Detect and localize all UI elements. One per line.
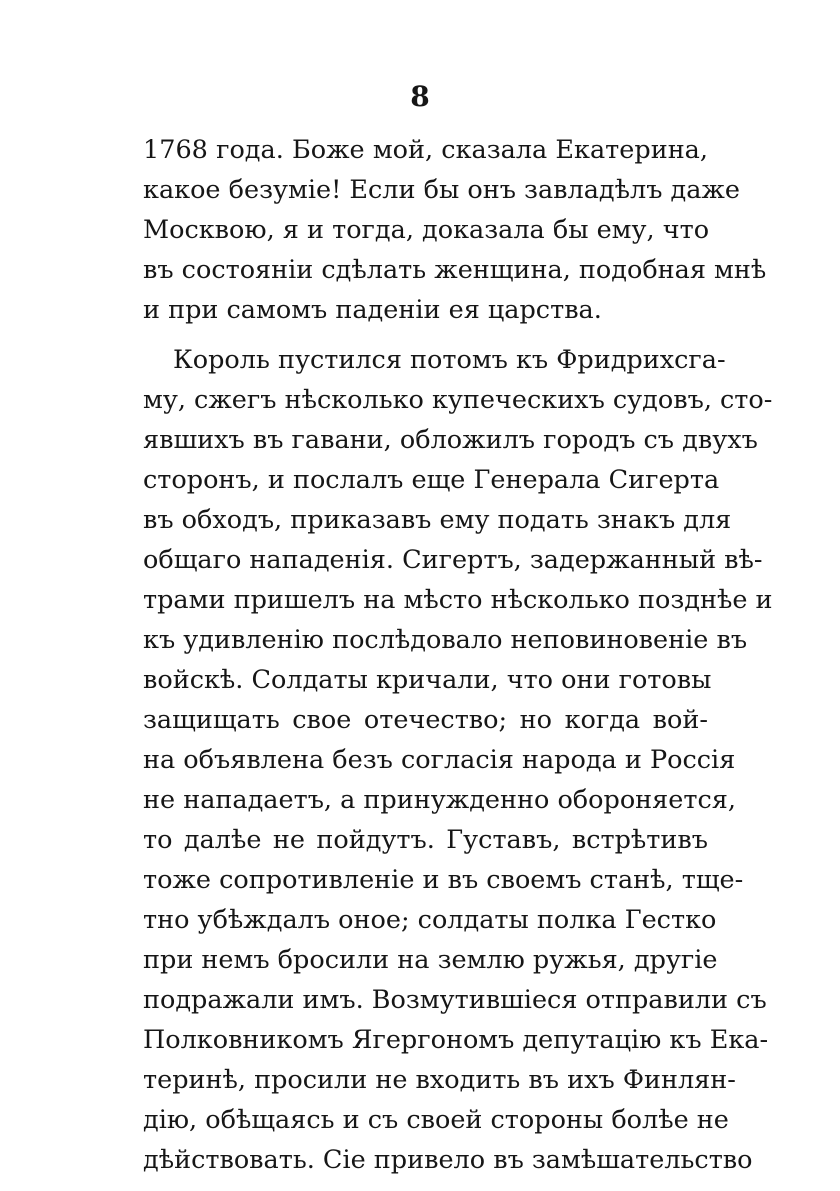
page-number: 8 — [410, 80, 430, 113]
text-line: не нападаетъ, а принужденно обороняется, — [143, 785, 736, 815]
text-line: дію, обѣщаясь и съ своей стороны болѣе не — [143, 1105, 729, 1135]
text-line: тоже сопротивленіе и въ своемъ станѣ, тще- — [143, 865, 744, 895]
text-line: дѣйствовать. Сіе привело въ замѣшательство — [143, 1145, 753, 1175]
text-line: му, сжегъ нѣсколько купеческихъ судовъ, сто- — [143, 385, 773, 415]
text-line: теринѣ, просили не входить въ ихъ Финлян- — [143, 1065, 736, 1095]
text-line: то далѣе не пойдутъ. Густавъ, встрѣтивъ — [143, 825, 708, 855]
text-line: и при самомъ паденіи ея царства. — [143, 295, 602, 325]
text-line: общаго нападенія. Сигертъ, задержанный вѣ- — [143, 545, 763, 575]
text-line: войскѣ. Солдаты кричали, что они готовы — [143, 665, 712, 695]
text-line: 1768 года. Боже мой, сказала Екатерина, — [143, 135, 708, 165]
paragraph-gap — [143, 330, 708, 340]
text-line: Король пустился потомъ къ Фридрихсга- — [173, 345, 726, 375]
text-line: какое безуміе! Если бы онъ завладѣлъ даже — [143, 175, 740, 205]
text-line: Москвою, я и тогда, доказала бы ему, что — [143, 215, 710, 245]
text-line: подражали имъ. Возмутившіеся отправили съ — [143, 985, 767, 1015]
text-line: сторонъ, и послалъ еще Генерала Сигерта — [143, 465, 720, 495]
body-text — [143, 130, 773, 1180]
text-line: къ удивленію послѣдовало неповиновеніе въ — [143, 625, 748, 655]
text-line: на объявлена безъ согласія народа и Россія — [143, 745, 736, 775]
text-line: въ состояніи сдѣлать женщина, подобная мнѣ — [143, 255, 767, 285]
text-line: Полковникомъ Ягергономъ депутацію къ Ека- — [143, 1025, 769, 1055]
text-line: защищать свое отечество; но когда вой- — [143, 705, 708, 735]
text-line: при немъ бросили на землю ружья, другіе — [143, 945, 718, 975]
text-line: трами пришелъ на мѣсто нѣсколько позднѣе и — [143, 585, 773, 615]
paragraph-2 — [143, 340, 773, 1180]
paragraph-1 — [143, 130, 767, 330]
text-line: тно убѣждалъ оное; солдаты полка Гестко — [143, 905, 717, 935]
text-line: въ обходъ, приказавъ ему подать знакъ для — [143, 505, 732, 535]
text-line: явшихъ въ гавани, обложилъ городъ съ двухъ — [143, 425, 758, 455]
